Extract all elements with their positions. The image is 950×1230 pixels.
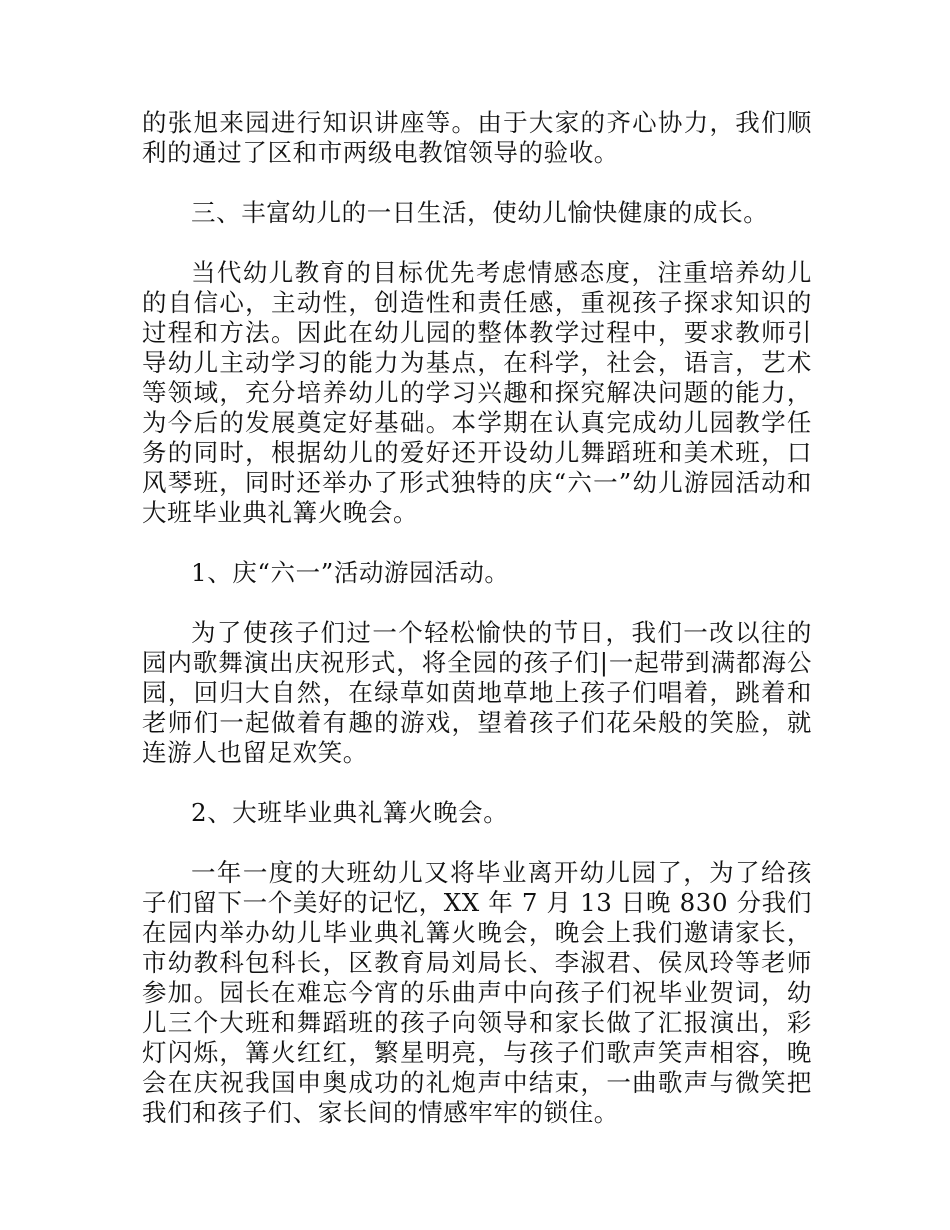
document-body [142, 108, 812, 1158]
subheading-childrens-day: 1、庆“六一”活动游园活动。 [191, 558, 510, 587]
paragraph-park-activity: 为了使孩子们过一个轻松愉快的节日，我们一改以往的园内歌舞演出庆祝形式，将全园的孩子们|一起带到满都海公园，回归大自然，在绿草如茵地草地上孩子们唱着，跳着和老师们一起做着有趣的游戏，望着孩子们花朵般的笑脸，就连游人也留足欢笑。 [142, 618, 812, 767]
paragraph-graduation-party: 一年一度的大班幼儿又将毕业离开幼儿园了，为了给孩子们留下一个美好的记忆，XX 年 7 月 13 日晚 830 分我们在园内举办幼儿毕业典礼篝火晚会，晚会上我们邀请家长，市幼教科包科长，区教育局刘局长、李淑君、侯凤玲等老师参加。园长在难忘今宵的乐曲声中向孩子们祝毕业贺词，幼儿三个大班和舞蹈班的孩子向领导和家长做了汇报演出，彩灯闪烁，篝火红红，繁星明亮，与孩子们歌声笑声相容，晚会在庆祝我国申奥成功的礼炮声中结束，一曲歌声与微笑把我们和孩子们、家长间的情感牢牢的锁住。 [142, 858, 812, 1127]
paragraph-education-goals: 当代幼儿教育的目标优先考虑情感态度，注重培养幼儿的自信心，主动性，创造性和责任感，重视孩子探求知识的过程和方法。因此在幼儿园的整体教学过程中，要求教师引导幼儿主动学习的能力为基点，在科学，社会，语言，艺术等领域，充分培养幼儿的学习兴趣和探究解决问题的能力，为今后的发展奠定好基础。本学期在认真完成幼儿园教学任务的同时，根据幼儿的爱好还开设幼儿舞蹈班和美术班，口风琴班，同时还举办了形式独特的庆“六一”幼儿游园活动和大班毕业典礼篝火晚会。 [142, 258, 812, 527]
paragraph-continuation: 的张旭来园进行知识讲座等。由于大家的齐心协力，我们顺利的通过了区和市两级电教馆领导的验收。 [142, 108, 812, 167]
subheading-graduation-bonfire: 2、大班毕业典礼篝火晚会。 [191, 798, 509, 827]
section-heading-three: 三、丰富幼儿的一日生活，使幼儿愉快健康的成长。 [191, 198, 769, 227]
